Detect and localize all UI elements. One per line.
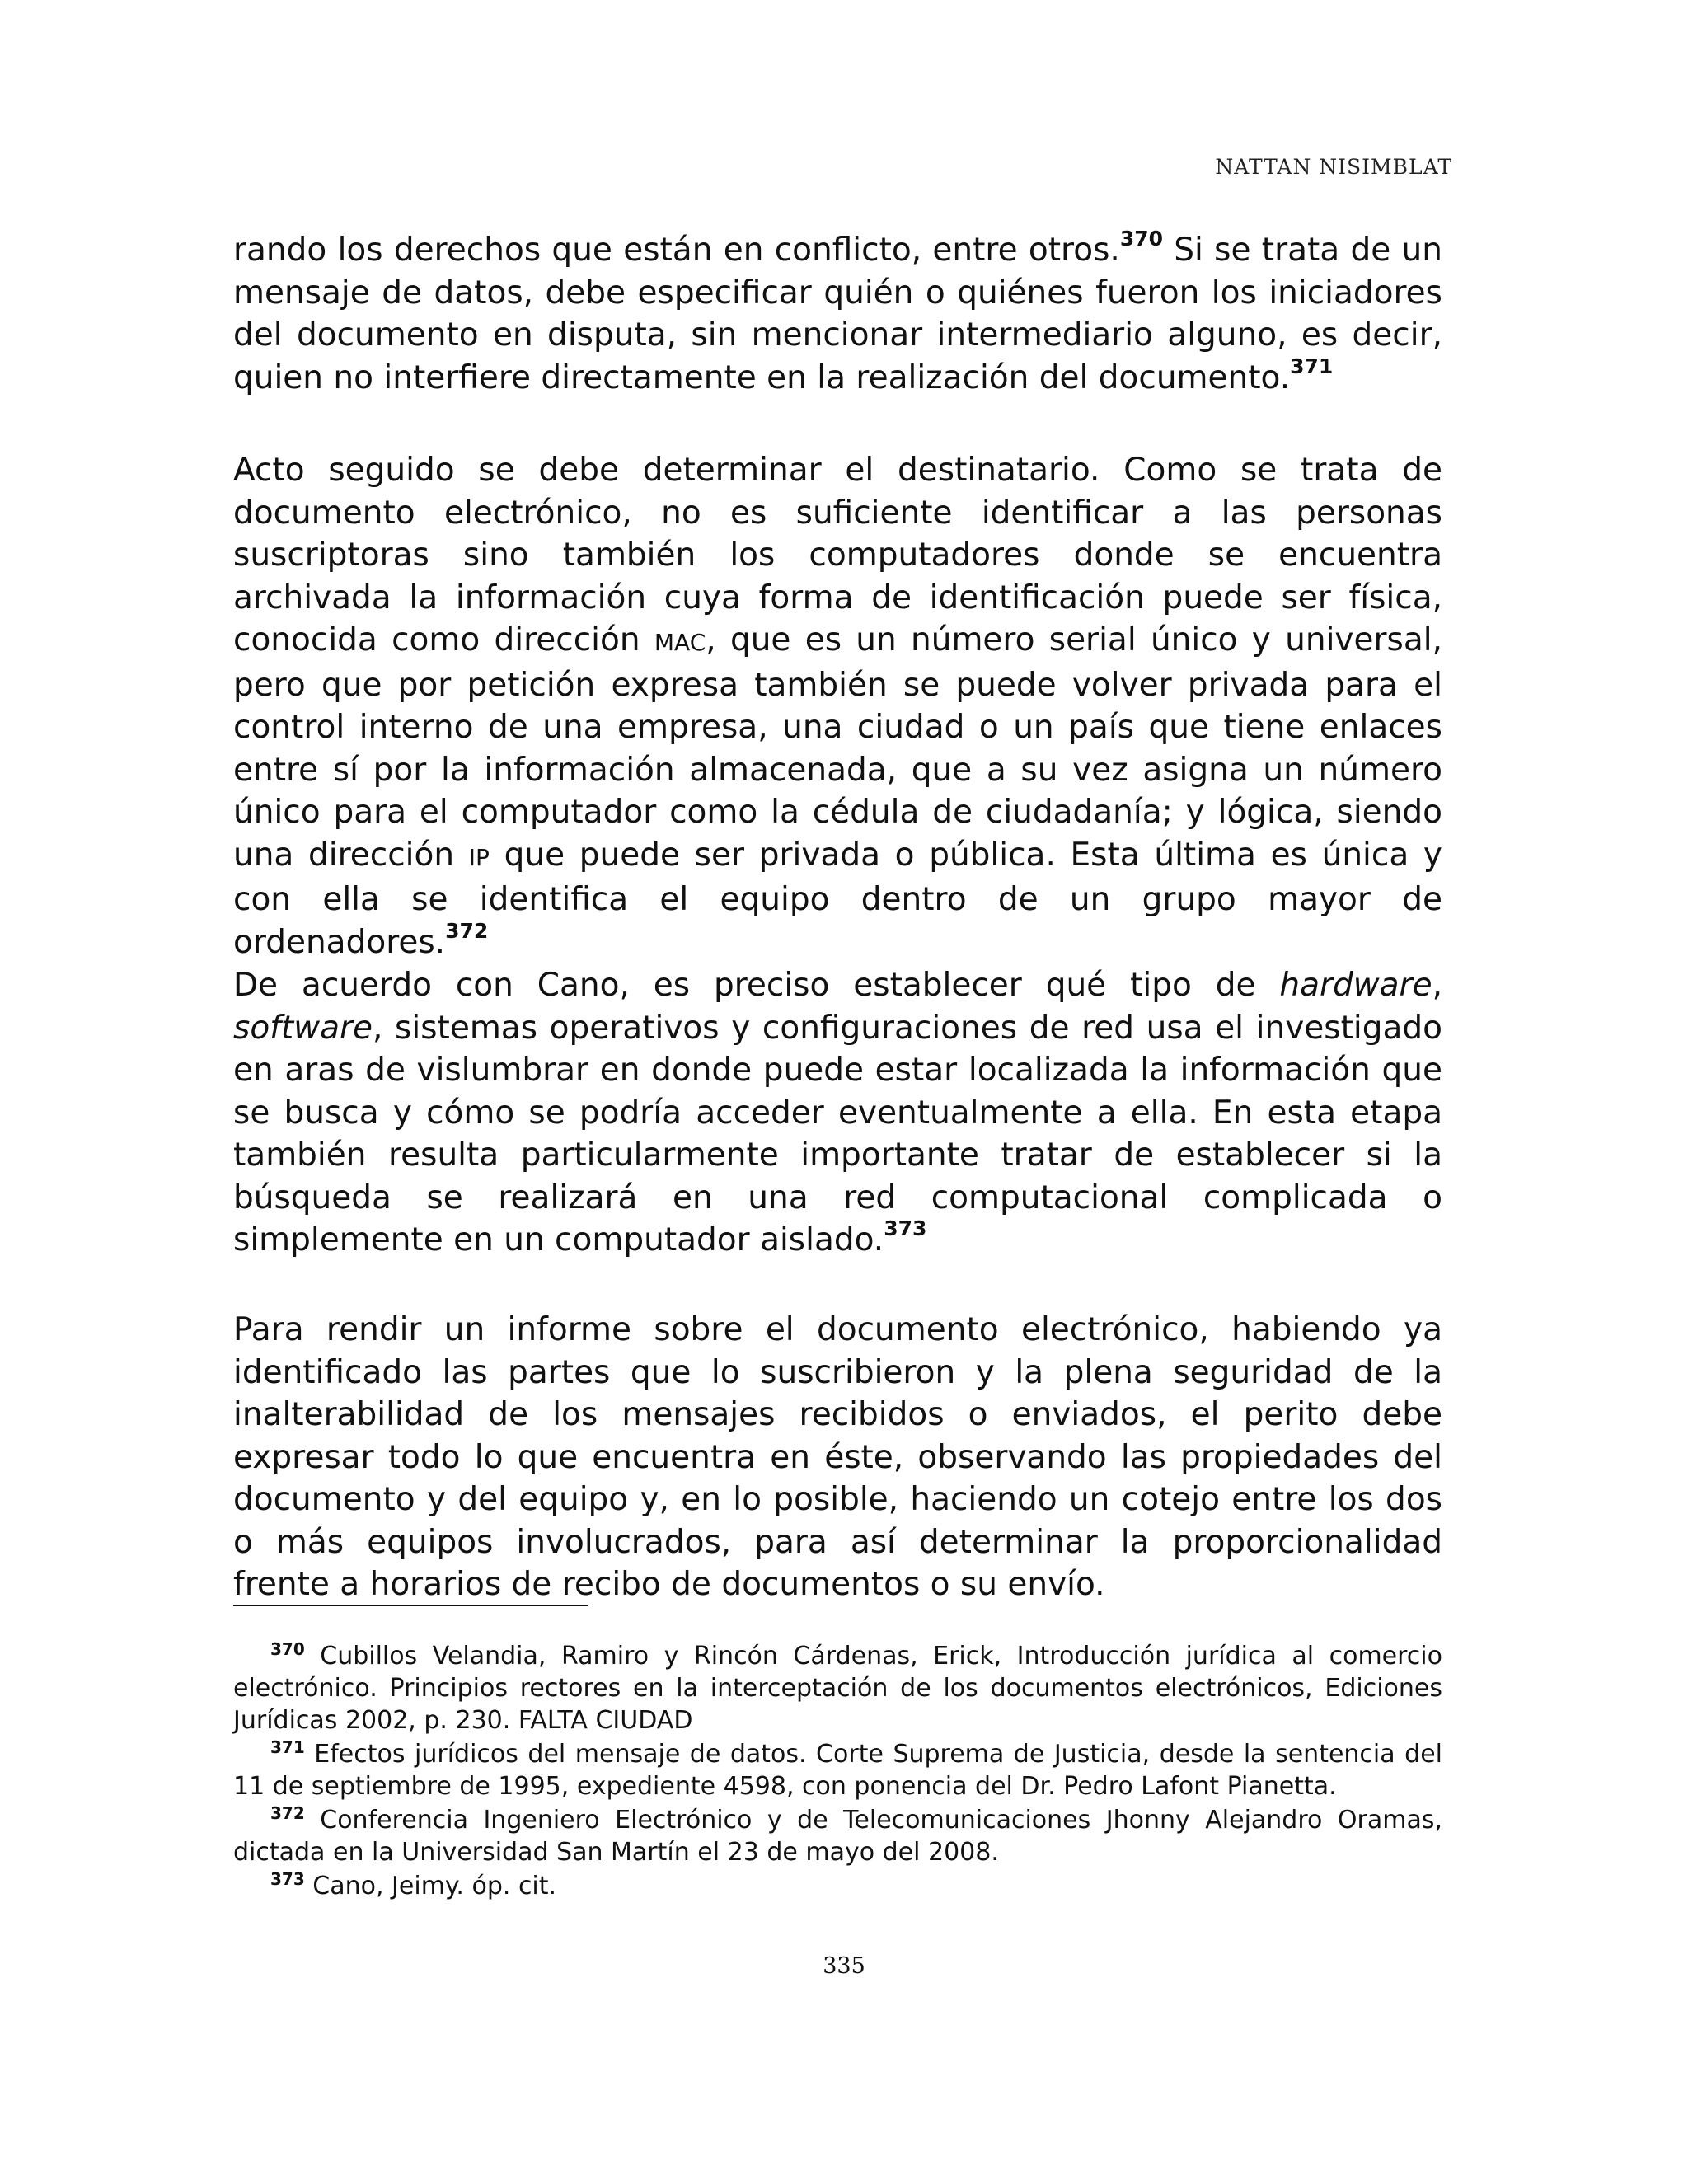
body-paragraph-2 xyxy=(233,449,1442,963)
footnotes xyxy=(233,1640,1442,1904)
footnote-number: 373 xyxy=(270,1869,305,1889)
footnote-372 xyxy=(233,1804,1442,1868)
page-number: 335 xyxy=(823,1953,865,1979)
paragraph-text: , xyxy=(1432,967,1442,1004)
footnote-number: 372 xyxy=(270,1803,305,1823)
footnote-number: 371 xyxy=(270,1737,305,1757)
italic-term-software: software xyxy=(233,1009,373,1047)
footnote-text: Cubillos Velandia, Ramiro y Rincón Cárdenas, Erick, Introducción jurídica al comercio electrónico. Principios rectores en la interceptación de los documentos electrónicos, Ediciones Jurídicas 2002, p. 230. FALTA CIUDAD xyxy=(233,1642,1442,1735)
footnote-371 xyxy=(233,1738,1442,1802)
footnote-text: Cano, Jeimy. óp. cit. xyxy=(304,1872,557,1900)
footnote-ref-370[interactable]: 370 xyxy=(1119,227,1163,251)
footnote-ref-372[interactable]: 372 xyxy=(445,918,489,943)
body-paragraph-4: Para rendir un informe sobre el documento electrónico, habiendo ya identificado las partes que lo suscribieron y la plena seguridad de la inalterabilidad de los mensajes recibidos o enviados, el perito debe expresar todo lo que encuentra en éste, observando las propiedades del documento y del equipo y, en lo posible, haciendo un cotejo entre los dos o más equipos involucrados, para así determinar la proporcionalidad frente a horarios de recibo de documentos o su envío. xyxy=(233,1311,1442,1603)
running-head: NATTAN NISIMBLAT xyxy=(1215,155,1452,179)
footnote-number: 370 xyxy=(270,1639,305,1659)
acronym-ip: IP xyxy=(468,843,490,871)
footnote-370 xyxy=(233,1640,1442,1736)
body-paragraph-1 xyxy=(233,229,1442,399)
footnote-373 xyxy=(233,1870,1442,1902)
paragraph-text: rando los derechos que están en conflicto, entre otros. xyxy=(233,232,1120,269)
paragraph-text: , que es un número serial único y universal, pero que por petición expresa también se puede volver privada para el control interno de una empresa, una ciudad o un país que tiene enlaces entre sí por la información almacenada, que a su vez asigna un número único para el computador como la cédula de ciudadanía; y lógica, siendo una dirección xyxy=(233,621,1442,874)
footnote-separator xyxy=(233,1605,588,1606)
paragraph-text: que puede ser privada o pública. Esta última es única y con ella se identifica el equipo dentro de un grupo mayor de ordenadores. xyxy=(233,836,1442,961)
paragraph-text: , sistemas operativos y configuraciones de red usa el investigado en aras de vislumbrar en donde puede estar localizada la información que se busca y cómo se podría acceder eventualmente a ella. En esta etapa también resulta particularmente importante tratar de establecer si la búsqueda se realizará en una red computacional complicada o simplemente en un computador aislado. xyxy=(233,1009,1442,1258)
footnote-ref-371[interactable]: 371 xyxy=(1290,354,1334,378)
acronym-mac: MAC xyxy=(654,629,706,656)
paragraph-text: Acto seguido se debe determinar el destinatario. Como se trata de documento electrónico, no es suficiente identificar a las personas suscriptoras sino también los computadores donde se encuentra archivada la información cuya forma de identificación puede ser física, conocida como dirección xyxy=(233,452,1442,658)
body-paragraph-3 xyxy=(233,964,1442,1262)
paragraph-text: Si se trata de un mensaje de datos, debe especificar quién o quiénes fueron los iniciadores del documento en disputa, sin mencionar intermediario alguno, es decir, quien no interfiere directamente en la realización del documento. xyxy=(233,232,1442,396)
paragraph-text: De acuerdo con Cano, es preciso establecer qué tipo de xyxy=(233,967,1280,1004)
footnote-ref-373[interactable]: 373 xyxy=(884,1216,927,1240)
italic-term-hardware: hardware xyxy=(1279,967,1432,1004)
footnote-text: Efectos jurídicos del mensaje de datos. Corte Suprema de Justicia, desde la sentencia del 11 de septiembre de 1995, expediente 4598, con ponencia del Dr. Pedro Lafont Pianetta. xyxy=(233,1740,1442,1801)
footnote-text: Conferencia Ingeniero Electrónico y de Telecomunicaciones Jhonny Alejandro Oramas, dictada en la Universidad San Martín el 23 de mayo del 2008. xyxy=(233,1806,1442,1867)
